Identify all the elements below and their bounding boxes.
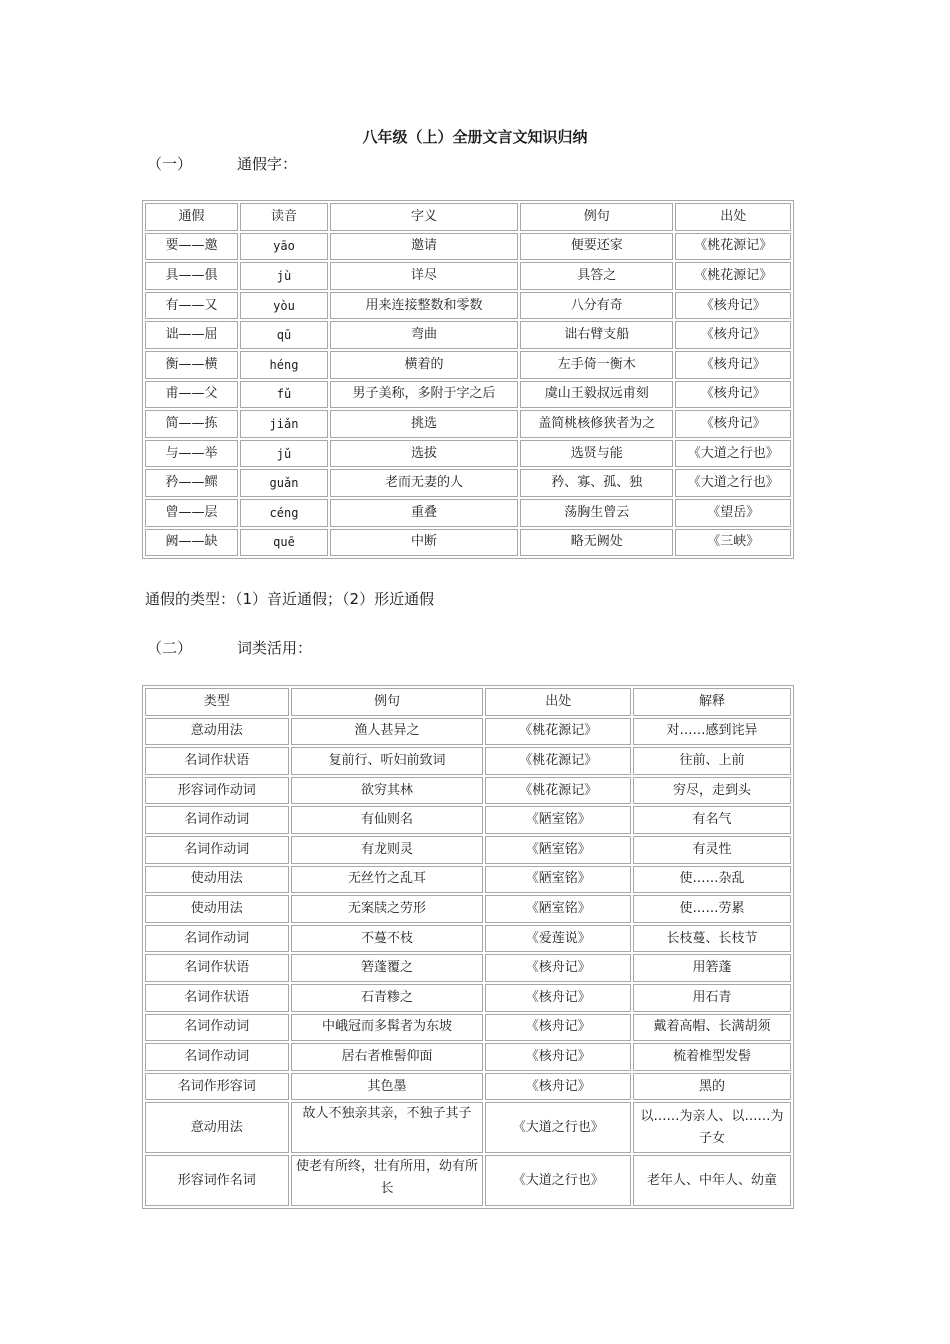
cell-tongjia: 与——举: [145, 440, 238, 468]
cell-explanation: 使……杂乱: [633, 866, 791, 894]
cell-pronunciation: héng: [240, 351, 328, 379]
cell-example: 诎右臂支船: [520, 321, 673, 349]
table-row: [145, 262, 791, 290]
cell-example: 无丝竹之乱耳: [291, 866, 484, 894]
section-heading-tongjiazi: [147, 153, 297, 174]
cell-pronunciation: quē: [240, 529, 328, 557]
cell-pronunciation: fǔ: [240, 381, 328, 409]
header-explanation: 解释: [633, 688, 791, 716]
table-row: [145, 866, 791, 894]
cell-example: 渔人甚异之: [291, 718, 484, 746]
cell-example: 虞山王毅叔远甫刻: [520, 381, 673, 409]
cell-source: 《桃花源记》: [675, 233, 791, 261]
cell-explanation: 戴着高帽、长满胡须: [633, 1014, 791, 1042]
table-row: [145, 351, 791, 379]
tongjiazi-table: [142, 200, 794, 559]
table-row: [145, 499, 791, 527]
cell-meaning: 横着的: [330, 351, 518, 379]
cell-explanation: 以……为亲人、以……为子女: [633, 1102, 791, 1153]
cell-explanation: 对……感到诧异: [633, 718, 791, 746]
cell-meaning: 用来连接整数和零数: [330, 292, 518, 320]
cell-pronunciation: jiǎn: [240, 410, 328, 438]
cell-example: 具答之: [520, 262, 673, 290]
table-row: [145, 1073, 791, 1101]
cell-meaning: 老而无妻的人: [330, 469, 518, 497]
header-meaning: 字义: [330, 203, 518, 231]
cell-source: 《核舟记》: [675, 381, 791, 409]
cell-source: 《核舟记》: [485, 984, 631, 1012]
cell-source: 《核舟记》: [675, 321, 791, 349]
cell-source: 《核舟记》: [675, 410, 791, 438]
cell-example: 不蔓不枝: [291, 925, 484, 953]
cell-pronunciation: céng: [240, 499, 328, 527]
cell-tongjia: 诎——屈: [145, 321, 238, 349]
cell-type: 使动用法: [145, 866, 289, 894]
cell-pronunciation: jù: [240, 262, 328, 290]
cell-source: 《核舟记》: [675, 351, 791, 379]
cell-example: 选贤与能: [520, 440, 673, 468]
table-row: [145, 529, 791, 557]
cell-example: 无案牍之劳形: [291, 895, 484, 923]
cell-source: 《大道之行也》: [675, 469, 791, 497]
cell-source: 《大道之行也》: [485, 1155, 631, 1206]
section-label: 通假字：: [237, 155, 298, 173]
cell-type: 名词作形容词: [145, 1073, 289, 1101]
cell-source: 《爱莲说》: [485, 925, 631, 953]
cell-meaning: 挑选: [330, 410, 518, 438]
table-row: [145, 381, 791, 409]
cell-source: 《陋室铭》: [485, 806, 631, 834]
cell-meaning: 邀请: [330, 233, 518, 261]
cell-pronunciation: yòu: [240, 292, 328, 320]
cell-explanation: 用箬蓬: [633, 954, 791, 982]
cell-example: 有龙则灵: [291, 836, 484, 864]
cell-meaning: 男子美称，多附于字之后: [330, 381, 518, 409]
cell-explanation: 穷尽，走到头: [633, 777, 791, 805]
cell-source: 《桃花源记》: [485, 777, 631, 805]
cell-source: 《桃花源记》: [675, 262, 791, 290]
cell-source: 《大道之行也》: [675, 440, 791, 468]
section-label: 词类活用：: [237, 639, 313, 657]
header-example: 例句: [291, 688, 484, 716]
cell-explanation: 梳着椎型发髻: [633, 1043, 791, 1071]
cell-explanation: 黑的: [633, 1073, 791, 1101]
cell-example: 荡胸生曾云: [520, 499, 673, 527]
cell-source: 《核舟记》: [675, 292, 791, 320]
header-type: 类型: [145, 688, 289, 716]
cell-source: 《大道之行也》: [485, 1102, 631, 1153]
header-pronunciation: 读音: [240, 203, 328, 231]
table-row: [145, 1043, 791, 1071]
cell-type: 意动用法: [145, 1102, 289, 1153]
document-title: 八年级（上）全册文言文知识归纳: [362, 128, 588, 146]
table-row: [145, 1014, 791, 1042]
cell-source: 《陋室铭》: [485, 866, 631, 894]
cell-tongjia: 要——邀: [145, 233, 238, 261]
table-row: [145, 747, 791, 775]
cell-meaning: 中断: [330, 529, 518, 557]
cileihuoyong-table: [142, 685, 794, 1209]
table-row: [145, 440, 791, 468]
section-number: （一）: [147, 155, 193, 173]
header-example: 例句: [520, 203, 673, 231]
cell-example: 欲穷其林: [291, 777, 484, 805]
cell-source: 《桃花源记》: [485, 747, 631, 775]
table-row: [145, 718, 791, 746]
cell-example: 故人不独亲其亲，不独子其子: [291, 1102, 484, 1153]
cell-tongjia: 甫——父: [145, 381, 238, 409]
cell-source: 《核舟记》: [485, 1043, 631, 1071]
cell-tongjia: 具——俱: [145, 262, 238, 290]
cell-source: 《陋室铭》: [485, 895, 631, 923]
cell-example: 盖简桃核修狭者为之: [520, 410, 673, 438]
cell-type: 使动用法: [145, 895, 289, 923]
cell-type: 名词作状语: [145, 747, 289, 775]
cell-type: 形容词作名词: [145, 1155, 289, 1206]
cell-example: 矜、寡、孤、独: [520, 469, 673, 497]
cell-explanation: 有灵性: [633, 836, 791, 864]
cell-type: 名词作动词: [145, 925, 289, 953]
table-row: [145, 1102, 791, 1153]
cell-source: 《核舟记》: [485, 1073, 631, 1101]
table-row: [145, 954, 791, 982]
cell-explanation: 用石青: [633, 984, 791, 1012]
cell-example: 石青糁之: [291, 984, 484, 1012]
section-number: （二）: [147, 639, 193, 657]
cell-source: 《陋室铭》: [485, 836, 631, 864]
section-heading-cileihuoyong: [147, 637, 312, 658]
header-tongjia: 通假: [145, 203, 238, 231]
table-header-row: [145, 203, 791, 231]
table-row: [145, 777, 791, 805]
cell-meaning: 弯曲: [330, 321, 518, 349]
cell-source: 《核舟记》: [485, 954, 631, 982]
tongjia-types-note: 通假的类型：（1）音近通假；（2）形近通假: [145, 590, 435, 608]
cell-explanation: 老年人、中年人、幼童: [633, 1155, 791, 1206]
cell-example: 其色墨: [291, 1073, 484, 1101]
cell-tongjia: 阙——缺: [145, 529, 238, 557]
table-row: [145, 321, 791, 349]
cell-example: 复前行、听妇前致词: [291, 747, 484, 775]
cell-example: 便要还家: [520, 233, 673, 261]
cell-tongjia: 衡——横: [145, 351, 238, 379]
cell-example: 使老有所终，壮有所用，幼有所长: [291, 1155, 484, 1206]
cell-explanation: 使……劳累: [633, 895, 791, 923]
cell-source: 《桃花源记》: [485, 718, 631, 746]
cell-type: 名词作状语: [145, 984, 289, 1012]
table-row: [145, 895, 791, 923]
cell-example: 中峨冠而多髯者为东坡: [291, 1014, 484, 1042]
table-row: [145, 1155, 791, 1206]
cell-explanation: 长枝蔓、长枝节: [633, 925, 791, 953]
table-row: [145, 410, 791, 438]
cell-example: 箬蓬覆之: [291, 954, 484, 982]
cell-example: 居右者椎髻仰面: [291, 1043, 484, 1071]
table-row: [145, 469, 791, 497]
cell-tongjia: 简——拣: [145, 410, 238, 438]
cell-meaning: 重叠: [330, 499, 518, 527]
cell-source: 《核舟记》: [485, 1014, 631, 1042]
table-row: [145, 292, 791, 320]
cell-source: 《三峡》: [675, 529, 791, 557]
cell-pronunciation: guǎn: [240, 469, 328, 497]
cell-type: 意动用法: [145, 718, 289, 746]
cell-type: 名词作动词: [145, 1043, 289, 1071]
cell-example: 八分有奇: [520, 292, 673, 320]
cell-type: 名词作动词: [145, 836, 289, 864]
table-header-row: [145, 688, 791, 716]
cell-meaning: 选拔: [330, 440, 518, 468]
cell-tongjia: 曾——层: [145, 499, 238, 527]
cell-explanation: 有名气: [633, 806, 791, 834]
cell-example: 左手倚一衡木: [520, 351, 673, 379]
cell-meaning: 详尽: [330, 262, 518, 290]
cell-tongjia: 矜——鳏: [145, 469, 238, 497]
table-row: [145, 836, 791, 864]
cell-type: 形容词作动词: [145, 777, 289, 805]
cell-pronunciation: yāo: [240, 233, 328, 261]
header-source: 出处: [485, 688, 631, 716]
cell-pronunciation: jǔ: [240, 440, 328, 468]
table-row: [145, 233, 791, 261]
cell-tongjia: 有——又: [145, 292, 238, 320]
table-row: [145, 984, 791, 1012]
cell-example: 略无阙处: [520, 529, 673, 557]
cell-type: 名词作状语: [145, 954, 289, 982]
cell-source: 《望岳》: [675, 499, 791, 527]
cell-type: 名词作动词: [145, 806, 289, 834]
cell-explanation: 往前、上前: [633, 747, 791, 775]
cell-type: 名词作动词: [145, 1014, 289, 1042]
header-source: 出处: [675, 203, 791, 231]
cell-example: 有仙则名: [291, 806, 484, 834]
table-row: [145, 925, 791, 953]
table-row: [145, 806, 791, 834]
cell-pronunciation: qū: [240, 321, 328, 349]
